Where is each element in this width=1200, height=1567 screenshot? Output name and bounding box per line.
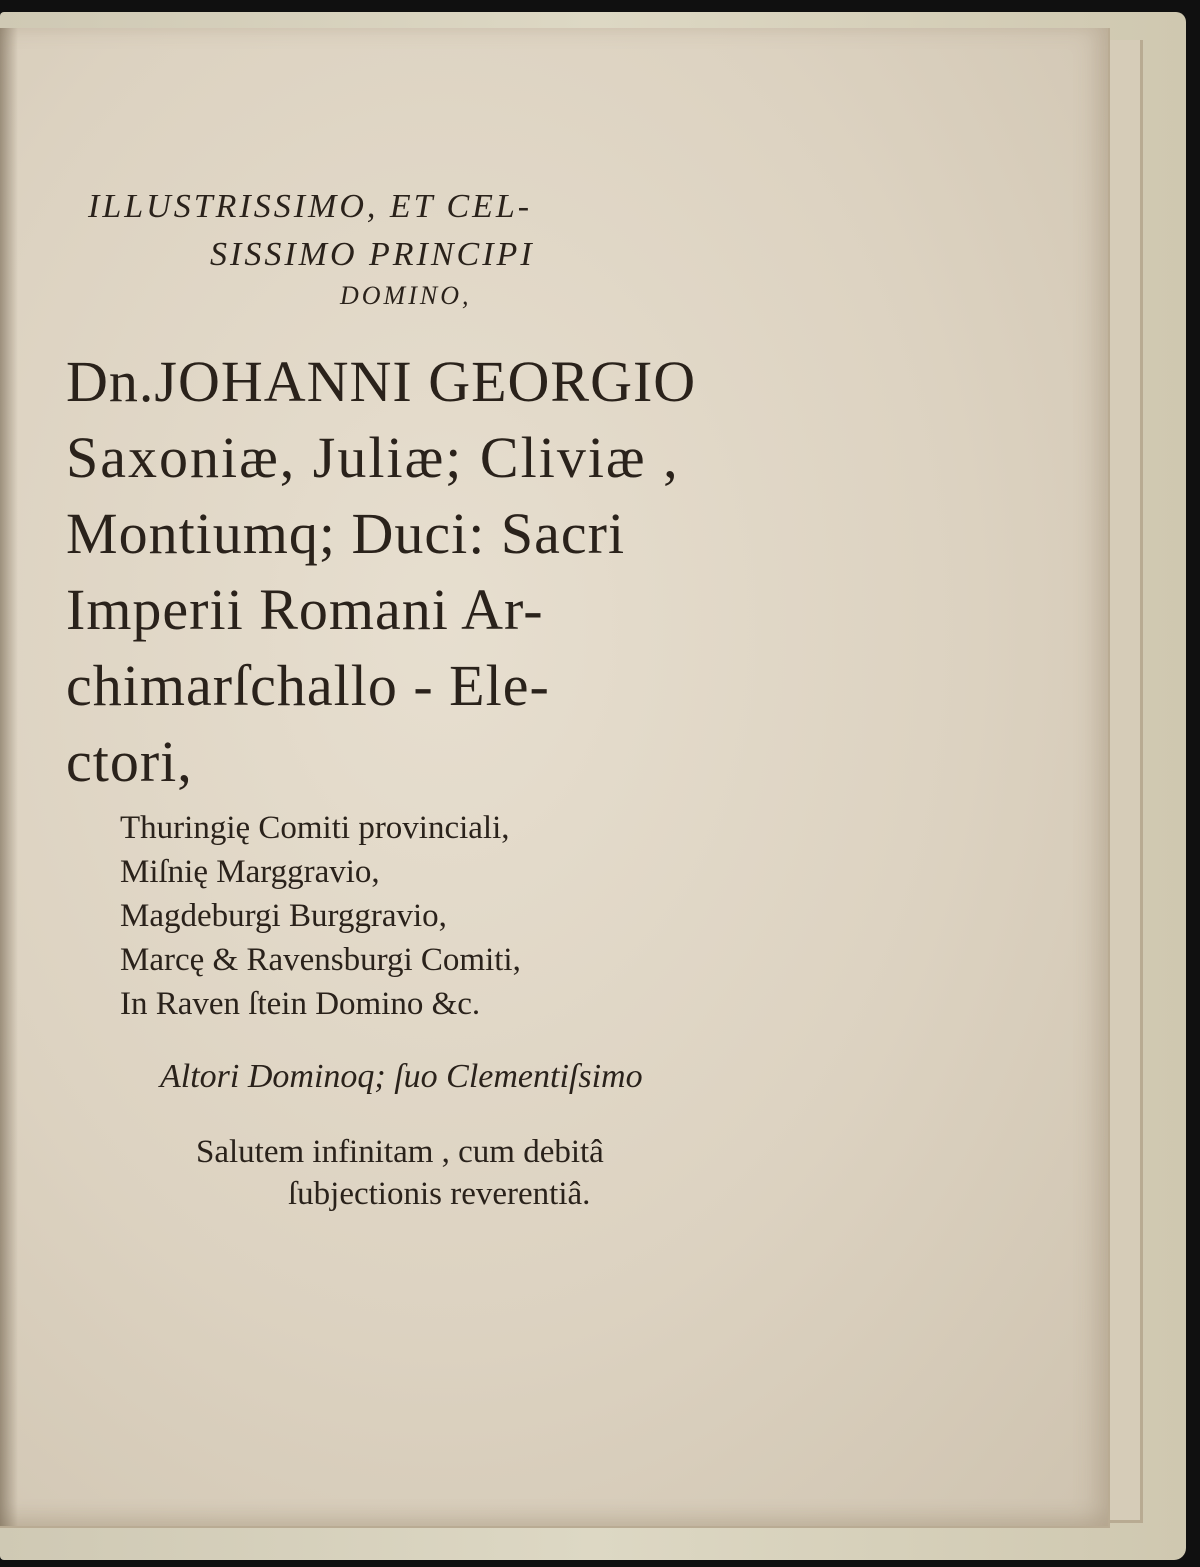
heading-line-3: DOMINO,	[340, 281, 472, 310]
heading-line-2: SISSIMO PRINCIPI	[210, 236, 535, 273]
title-line-5: In Raven ſtein Domino &c.	[120, 986, 481, 1022]
title-line-1: Thuringię Comiti provinciali,	[120, 810, 510, 846]
name-line-6: ctori,	[66, 729, 193, 794]
address-line: Altori Dominoq; ſuo Clementiſsimo	[160, 1058, 643, 1095]
book-page	[0, 28, 1110, 1528]
title-line-2: Miſnię Marggravio,	[120, 854, 380, 890]
name-line-2: Saxoniæ, Juliæ; Cliviæ ,	[66, 425, 680, 490]
salutation-line-1: Salutem infinitam , cum debitâ	[196, 1134, 604, 1170]
name-line-1: Dn.JOHANNI GEORGIO	[66, 349, 697, 414]
title-line-4: Marcę & Ravensburgi Comiti,	[120, 942, 521, 978]
heading-line-1: ILLUSTRISSIMO, ET CEL-	[88, 188, 533, 225]
name-line-3: Montiumq; Duci: Sacri	[66, 501, 626, 566]
name-line-5: chimarſchallo - Ele-	[66, 653, 550, 718]
salutation-line-2: ſubjectionis reverentiâ.	[288, 1176, 591, 1212]
name-line-4: Imperii Romani Ar-	[66, 577, 544, 642]
title-line-3: Magdeburgi Burggravio,	[120, 898, 447, 934]
gutter-shadow	[0, 28, 18, 1526]
